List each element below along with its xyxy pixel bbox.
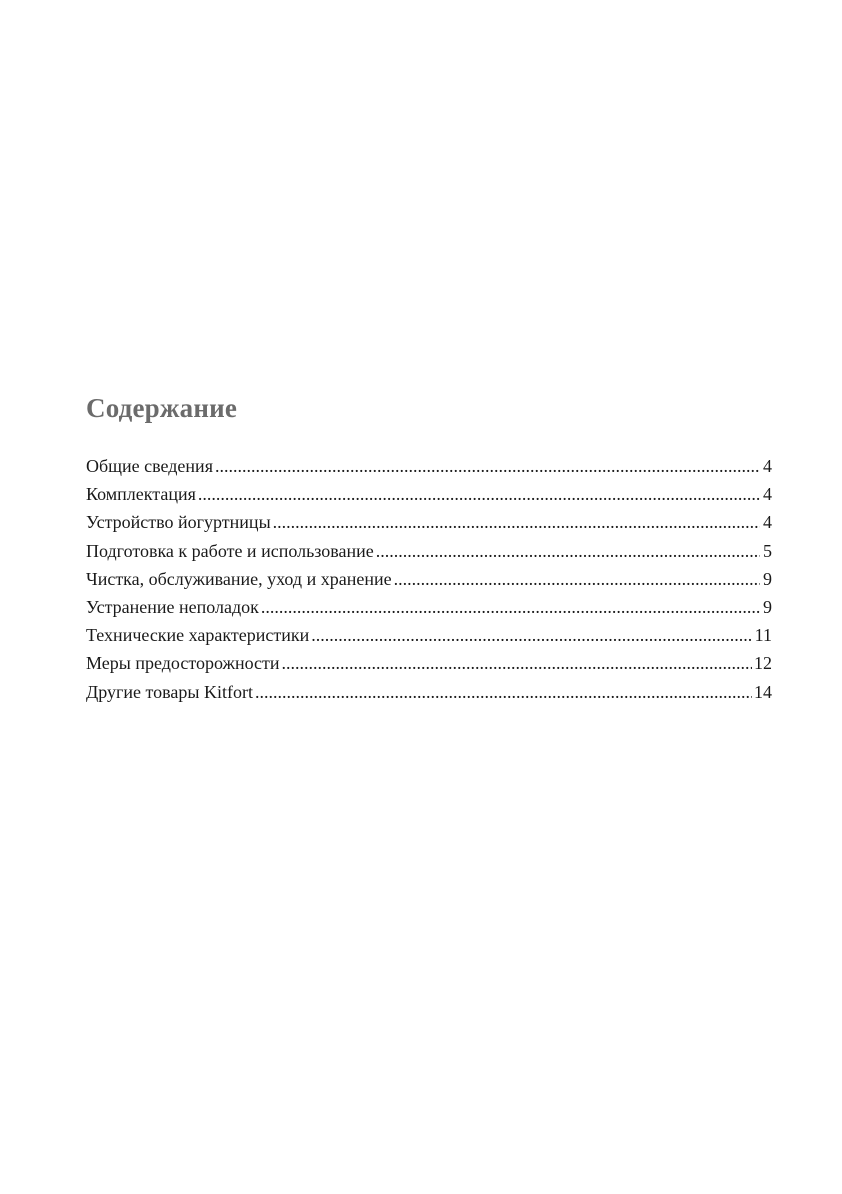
toc-entry-label: Устройство йогуртницы [86,512,271,533]
toc-dot-leader [273,508,760,536]
toc-entry-specifications[interactable] [86,621,772,649]
toc-dot-leader [311,621,752,649]
toc-title: Содержание [86,393,238,423]
toc-entry-page: 4 [763,512,772,533]
toc-entry-page: 14 [754,681,772,702]
toc-entry-package-contents[interactable] [86,480,772,508]
toc-entry-preparation-and-use[interactable] [86,537,772,565]
toc-entry-page: 12 [754,653,772,674]
toc-entry-troubleshooting[interactable] [86,593,772,621]
toc-entry-cleaning-and-storage[interactable] [86,565,772,593]
toc-dot-leader [198,480,760,508]
toc-entry-label: Другие товары Kitfort [86,681,254,702]
toc-entry-page: 9 [763,568,772,589]
toc-entry-label: Меры предосторожности [86,653,280,674]
toc-entry-general-info[interactable] [86,452,772,480]
toc-entry-page: 11 [754,625,772,646]
toc-dot-leader [255,678,752,706]
toc-entry-label: Технические характеристики [86,625,310,646]
toc-entry-page: 4 [763,484,772,505]
toc-entry-label: Комплектация [86,484,196,505]
table-of-contents [86,390,772,706]
toc-entry-device-structure[interactable] [86,508,772,536]
toc-entry-label: Подготовка к работе и использование [86,540,374,561]
toc-entry-page: 4 [763,456,772,476]
toc-entry-label: Устранение неполадок [86,596,259,617]
toc-dot-leader [394,565,760,593]
toc-entry-page: 5 [763,540,772,561]
toc-entry-other-products[interactable] [86,678,772,706]
toc-list [86,452,772,706]
toc-entry-label: Общие сведения [86,456,213,476]
toc-dot-leader [261,593,760,621]
toc-dot-leader [282,649,752,677]
toc-dot-leader [215,452,760,480]
toc-entry-label: Чистка, обслуживание, уход и хранение [86,568,392,589]
toc-entry-page: 9 [763,596,772,617]
toc-dot-leader [376,537,760,565]
toc-entry-safety-precautions[interactable] [86,649,772,677]
